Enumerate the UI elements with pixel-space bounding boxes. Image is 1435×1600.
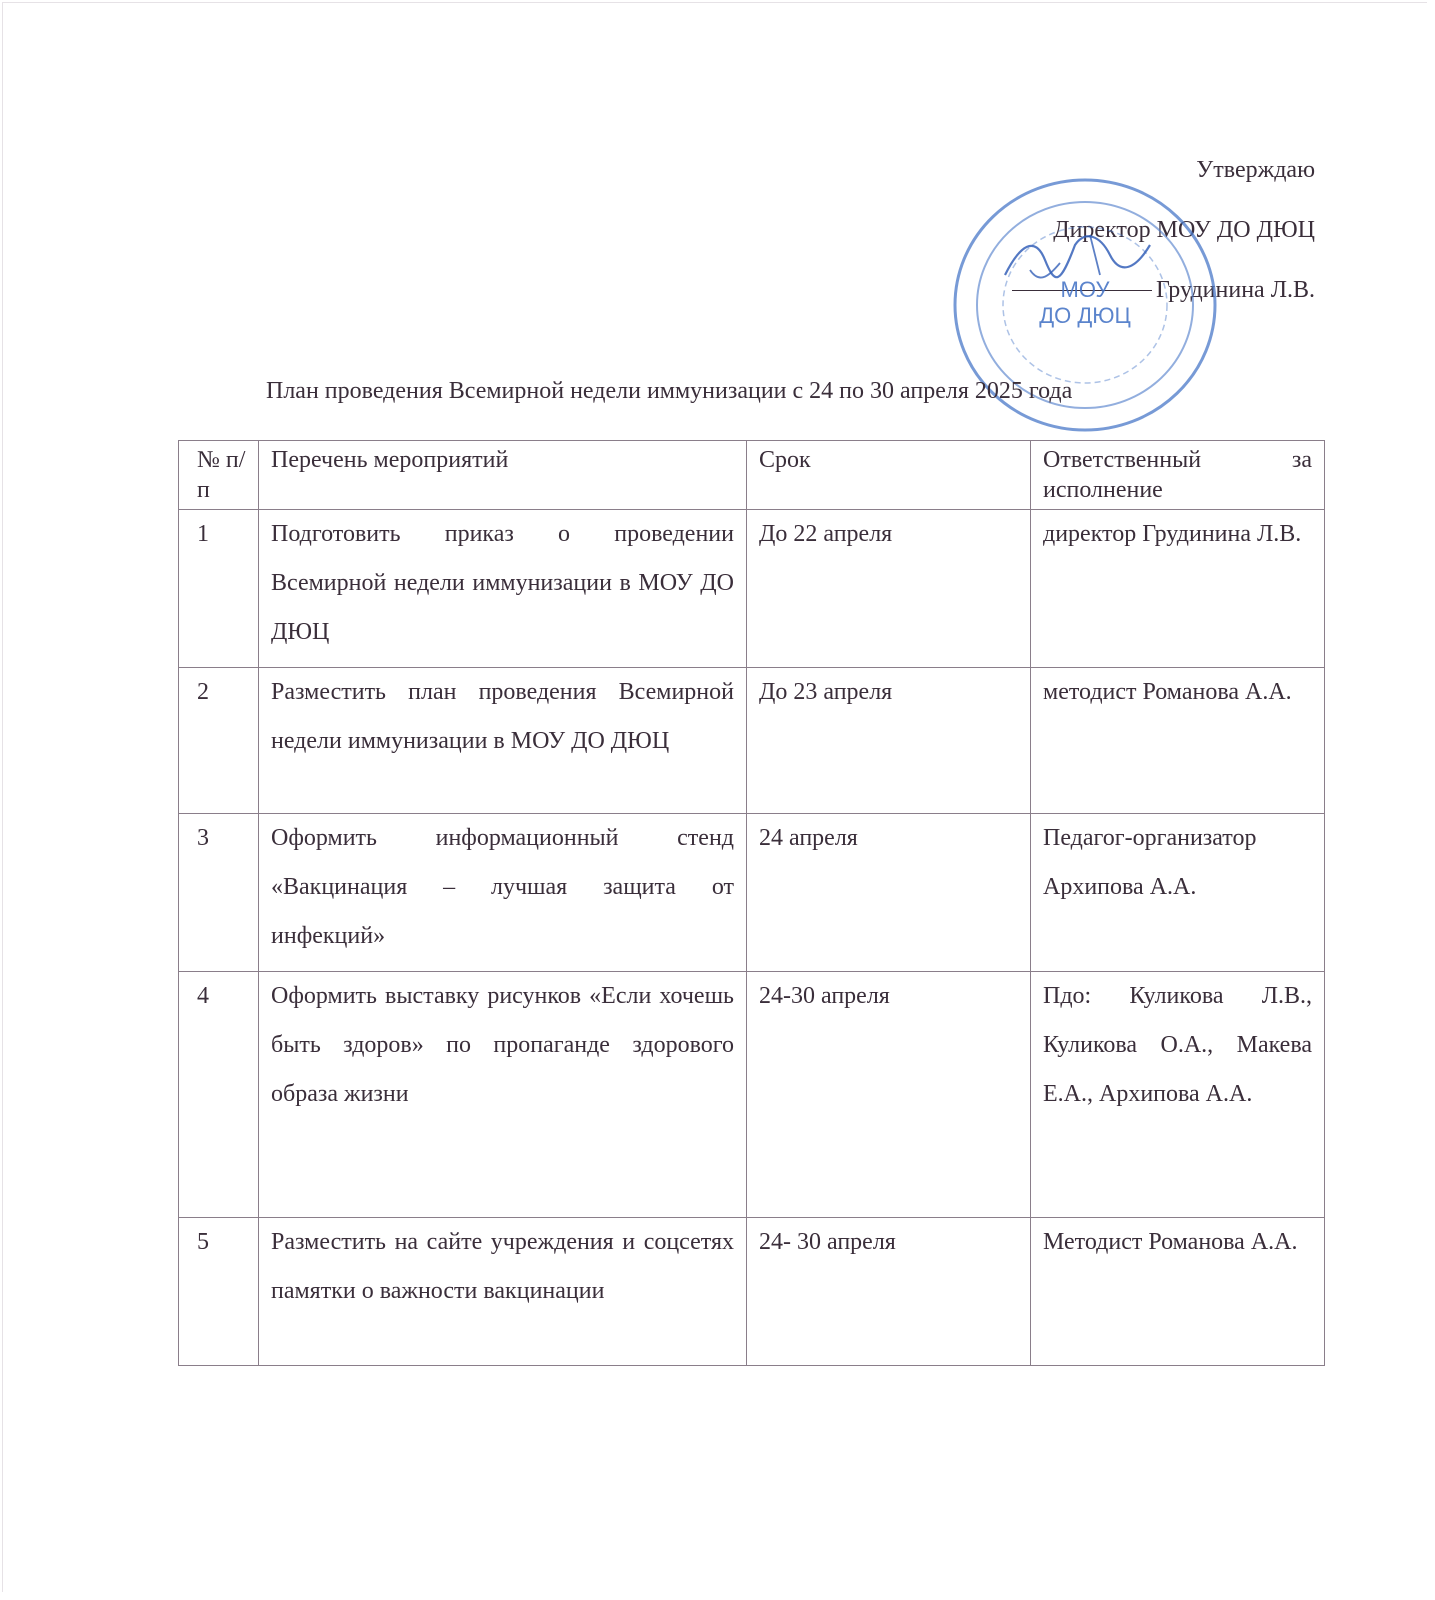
document-title: План проведения Всемирной недели иммунизации с 24 по 30 апреля 2025 года [266, 378, 1073, 404]
header-responsible: Ответственный за исполнение [1031, 441, 1325, 510]
row-responsible: Пдо: Куликова Л.В., Куликова О.А., Макева Е.А., Архипова А.А. [1031, 972, 1325, 1218]
table-header-row [179, 441, 1325, 510]
row-num: 2 [179, 668, 259, 814]
header-term: Срок [747, 441, 1031, 510]
row-num: 1 [179, 510, 259, 668]
row-term: 24-30 апреля [747, 972, 1031, 1218]
row-event: Оформить информационный стенд «Вакцинация – лучшая защита от инфекций» [259, 814, 747, 972]
row-responsible: Методист Романова А.А. [1031, 1218, 1325, 1366]
stamp-center-line1: МОУ [1060, 277, 1110, 302]
plan-table [178, 440, 1325, 1366]
table-row [179, 668, 1325, 814]
row-event: Разместить план проведения Всемирной недели иммунизации в МОУ ДО ДЮЦ [259, 668, 747, 814]
approval-name: Грудинина Л.В. [1155, 277, 1315, 303]
signature-underline [1012, 290, 1152, 291]
row-num: 5 [179, 1218, 259, 1366]
row-term: До 22 апреля [747, 510, 1031, 668]
row-num: 4 [179, 972, 259, 1218]
stamp-center-line2: ДО ДЮЦ [1039, 303, 1131, 328]
row-event: Разместить на сайте учреждения и соцсетях памятки о важности вакцинации [259, 1218, 747, 1366]
approval-signature-line [1012, 260, 1315, 320]
row-event: Оформить выставку рисунков «Если хочешь быть здоров» по пропаганде здорового образа жизни [259, 972, 747, 1218]
row-responsible: директор Грудинина Л.В. [1031, 510, 1325, 668]
row-num: 3 [179, 814, 259, 972]
row-responsible: Педагог-организатор Архипова А.А. [1031, 814, 1325, 972]
approval-position: Директор МОУ ДО ДЮЦ [1053, 217, 1315, 243]
row-event: Подготовить приказ о проведении Всемирной недели иммунизации в МОУ ДО ДЮЦ [259, 510, 747, 668]
table-row [179, 1218, 1325, 1366]
row-term: До 23 апреля [747, 668, 1031, 814]
row-term: 24- 30 апреля [747, 1218, 1031, 1366]
header-event: Перечень мероприятий [259, 441, 747, 510]
table-row [179, 972, 1325, 1218]
row-responsible: методист Романова А.А. [1031, 668, 1325, 814]
header-num: № п/п [179, 441, 259, 510]
row-term: 24 апреля [747, 814, 1031, 972]
table-row [179, 510, 1325, 668]
table-row [179, 814, 1325, 972]
approval-block [1012, 140, 1315, 320]
approval-label: Утверждаю [1196, 157, 1315, 183]
